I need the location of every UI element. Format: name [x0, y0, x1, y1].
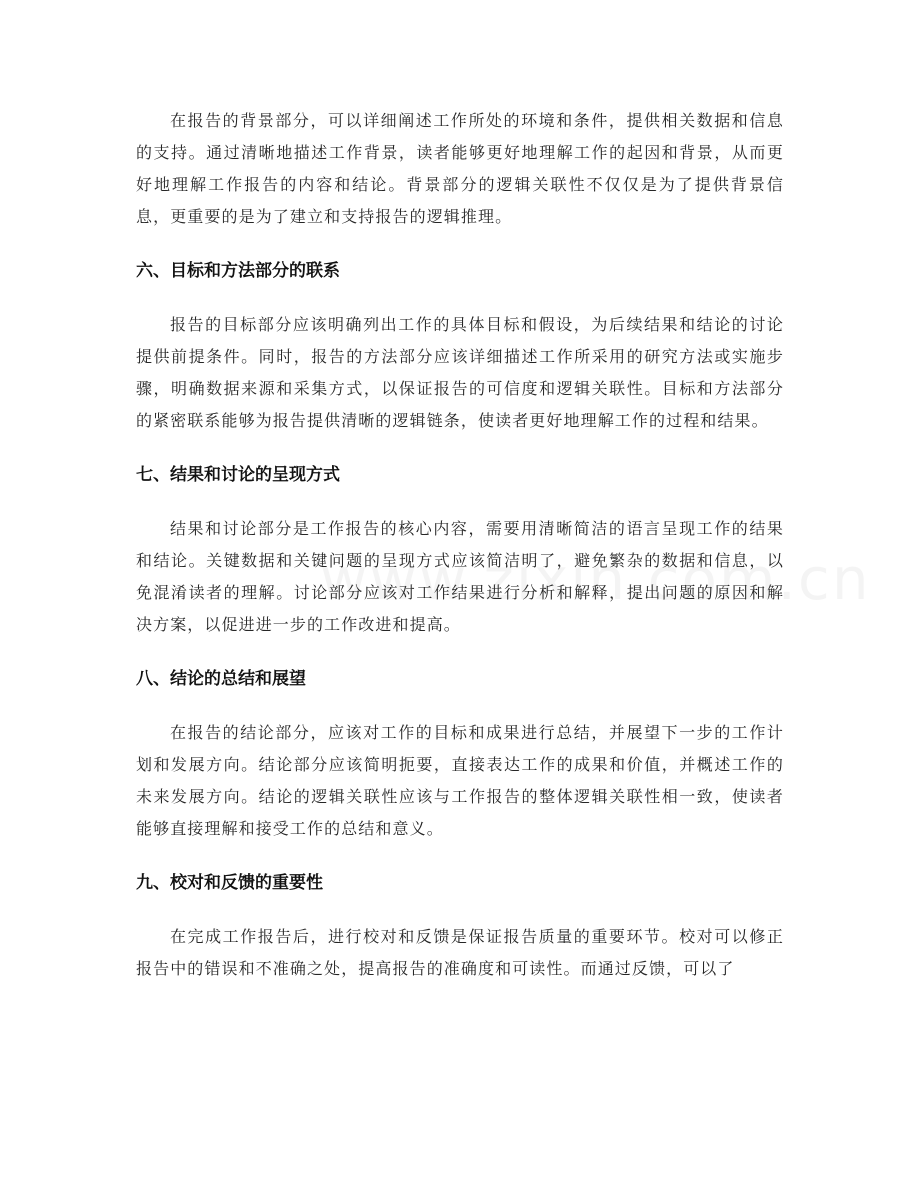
- paragraph-proofreading: 在完成工作报告后，进行校对和反馈是保证报告质量的重要环节。校对可以修正报告中的错误和不准确之处，提高报告的准确度和可读性。而通过反馈，可以了: [136, 927, 784, 978]
- section-heading-9: 九、校对和反馈的重要性: [136, 873, 323, 893]
- document-body: [136, 105, 784, 985]
- section-heading-8: 八、结论的总结和展望: [136, 669, 306, 689]
- paragraph-goals-methods: 报告的目标部分应该明确列出工作的具体目标和假设，为后续结果和结论的讨论提供前提条件。同时，报告的方法部分应该详细描述工作所采用的研究方法或实施步骤，明确数据来源和采集方式，以保证报告的可信度和逻辑关联性。目标和方法部分的紧密联系能够为报告提供清晰的逻辑链条，使读者更好地理解工作的过程和结果。: [136, 315, 784, 430]
- paragraph-results-discussion: 结果和讨论部分是工作报告的核心内容，需要用清晰简洁的语言呈现工作的结果和结论。关键数据和关键问题的呈现方式应该简洁明了，避免繁杂的数据和信息，以免混淆读者的理解。讨论部分应该对工作结果进行分析和解释，提出问题的原因和解决方案，以促进进一步的工作改进和提高。: [136, 519, 784, 634]
- section-heading-7: 七、结果和讨论的呈现方式: [136, 465, 340, 485]
- paragraph-conclusion: 在报告的结论部分，应该对工作的目标和成果进行总结，并展望下一步的工作计划和发展方向。结论部分应该简明扼要，直接表达工作的成果和价值，并概述工作的未来发展方向。结论的逻辑关联性应该与工作报告的整体逻辑关联性相一致，使读者能够直接理解和接受工作的总结和意义。: [136, 723, 784, 838]
- paragraph-background: 在报告的背景部分，可以详细阐述工作所处的环境和条件，提供相关数据和信息的支持。通过清晰地描述工作背景，读者能够更好地理解工作的起因和背景，从而更好地理解工作报告的内容和结论。背景部分的逻辑关联性不仅仅是为了提供背景信息，更重要的是为了建立和支持报告的逻辑推理。: [136, 111, 784, 226]
- section-heading-6: 六、目标和方法部分的联系: [136, 261, 340, 281]
